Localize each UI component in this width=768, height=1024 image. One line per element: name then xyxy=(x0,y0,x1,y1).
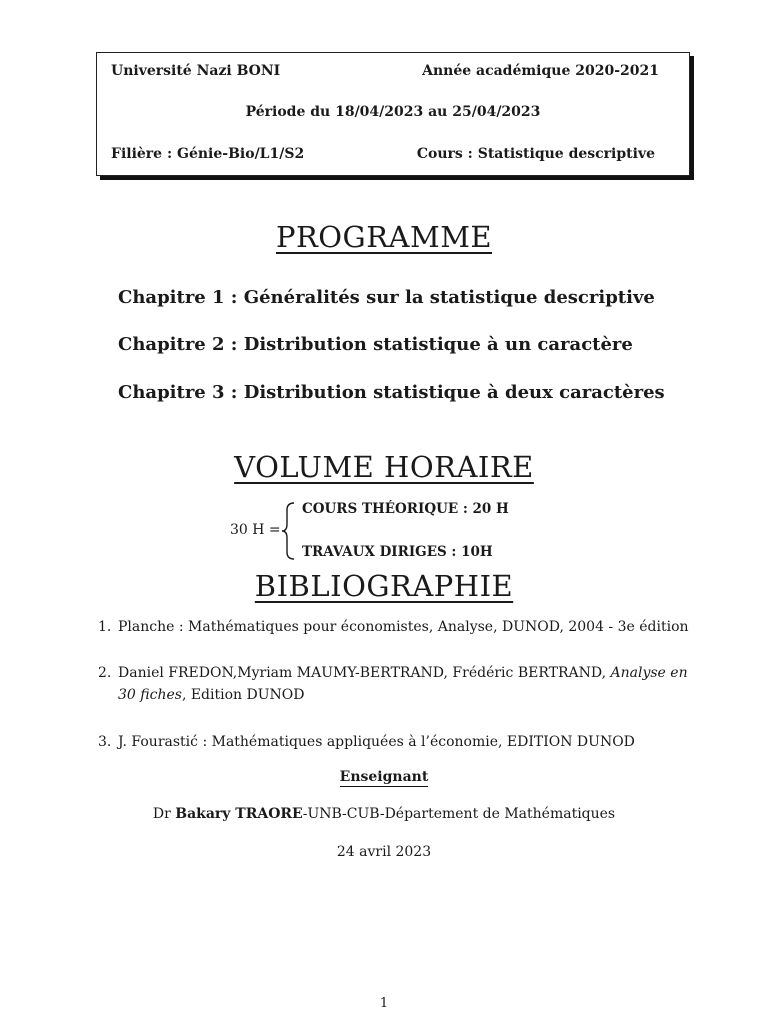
total-hours: 30 H = xyxy=(230,522,281,538)
list-item-number: 1. xyxy=(98,619,112,635)
university-name: Université Nazi BONI xyxy=(111,63,281,79)
bibliography-title: BIBLIOGRAPHIE xyxy=(254,569,514,603)
volume-title: VOLUME HORAIRE xyxy=(234,450,534,484)
programme-title: PROGRAMME xyxy=(275,220,493,254)
list-item-text xyxy=(118,662,703,706)
academic-year: Année académique 2020-2021 xyxy=(422,63,659,79)
teacher-name: Bakary TRAORE xyxy=(175,806,303,822)
teacher-prefix: Dr xyxy=(152,806,176,822)
theory-hours: COURS THÉORIQUE : 20 H xyxy=(302,501,509,517)
chapter-3: Chapitre 3 : Distribution statistique à deux caractères xyxy=(118,382,665,403)
teacher-line xyxy=(0,806,768,822)
curly-brace-icon xyxy=(281,502,297,560)
tutorial-hours: TRAVAUX DIRIGES : 10H xyxy=(302,544,493,560)
page-number: 1 xyxy=(379,996,389,1011)
document-date: 24 avril 2023 xyxy=(336,844,432,860)
list-item-number: 2. xyxy=(98,665,112,681)
program-field: Filière : Génie-Bio/L1/S2 xyxy=(111,146,305,162)
teacher-affiliation: -UNB-CUB-Département de Mathématiques xyxy=(302,806,616,822)
list-item-text: J. Fourastić : Mathématiques appliquées à l’économie, EDITION DUNOD xyxy=(118,734,635,750)
chapter-1: Chapitre 1 : Généralités sur la statistique descriptive xyxy=(118,287,655,308)
course-name: Cours : Statistique descriptive xyxy=(416,146,655,162)
book-title: Analyse en 30 fiches xyxy=(118,665,688,703)
teacher-label: Enseignant xyxy=(339,769,429,785)
period: Période du 18/04/2023 au 25/04/2023 xyxy=(245,104,541,120)
chapter-2: Chapitre 2 : Distribution statistique à un caractère xyxy=(118,334,633,355)
book-authors: Daniel FREDON,Myriam MAUMY-BERTRAND, Frédéric BERTRAND, xyxy=(118,665,611,681)
list-item-text: Planche : Mathématiques pour économistes, Analyse, DUNOD, 2004 - 3e édition xyxy=(118,619,689,635)
book-publisher: , Edition DUNOD xyxy=(181,687,305,703)
header-box xyxy=(96,52,690,176)
list-item-number: 3. xyxy=(98,734,112,750)
